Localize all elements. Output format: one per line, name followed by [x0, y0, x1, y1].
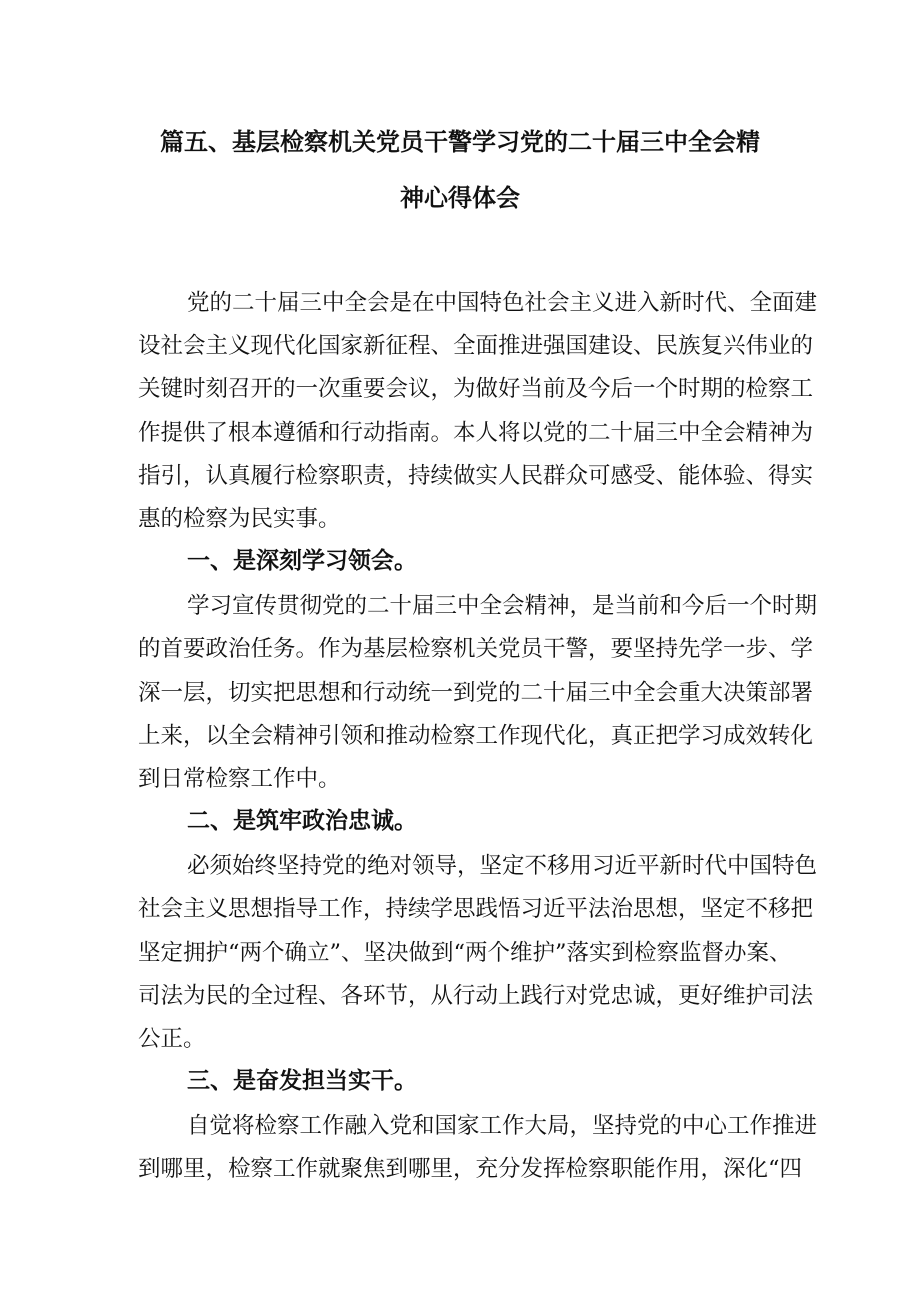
section-2-line: 公正。: [138, 1026, 206, 1052]
section-heading-2: 二、是筑牢政治忠诚。: [187, 808, 417, 834]
document-title-line-1: 篇五、基层检察机关党员干警学习党的二十届三中全会精: [160, 128, 760, 156]
section-1-line: 深一层，切实把思想和行动统一到党的二十届三中全会重大决策部署: [138, 680, 814, 706]
intro-line: 惠的检察为民实事。: [138, 506, 341, 532]
intro-line: 党的二十届三中全会是在中国特色社会主义进入新时代、全面建: [187, 290, 818, 316]
section-2-line: 社会主义思想指导工作，持续学思践悟习近平法治思想，坚定不移把: [138, 896, 814, 922]
intro-line: 设社会主义现代化国家新征程、全面推进强国建设、民族复兴伟业的: [138, 333, 814, 359]
section-1-line: 到日常检察工作中。: [138, 766, 341, 792]
section-2-line: 必须始终坚持党的绝对领导，坚定不移用习近平新时代中国特色: [187, 853, 818, 879]
section-3-line: 到哪里，检察工作就聚焦到哪里，充分发挥检察职能作用，深化“四: [138, 1156, 803, 1182]
intro-line: 作提供了根本遵循和行动指南。本人将以党的二十届三中全会精神为: [138, 420, 814, 446]
section-1-line: 上来，以全会精神引领和推动检察工作现代化，真正把学习成效转化: [138, 723, 814, 749]
section-1-line: 的首要政治任务。作为基层检察机关党员干警，要坚持先学一步、学: [138, 636, 814, 662]
intro-line: 关键时刻召开的一次重要会议，为做好当前及今后一个时期的检察工: [138, 376, 814, 402]
section-2-line: 坚定拥护“两个确立”、坚决做到“两个维护”落实到检察监督办案、: [138, 940, 792, 966]
intro-line: 指引，认真履行检察职责，持续做实人民群众可感受、能体验、得实: [138, 463, 814, 489]
section-heading-3: 三、是奋发担当实干。: [187, 1068, 417, 1094]
document-title-line-2: 神心得体会: [400, 184, 520, 212]
section-1-line: 学习宣传贯彻党的二十届三中全会精神，是当前和今后一个时期: [187, 593, 818, 619]
section-2-line: 司法为民的全过程、各环节，从行动上践行对党忠诚，更好维护司法: [138, 983, 814, 1009]
section-heading-1: 一、是深刻学习领会。: [187, 548, 417, 574]
section-3-line: 自觉将检察工作融入党和国家工作大局，坚持党的中心工作推进: [187, 1113, 818, 1139]
